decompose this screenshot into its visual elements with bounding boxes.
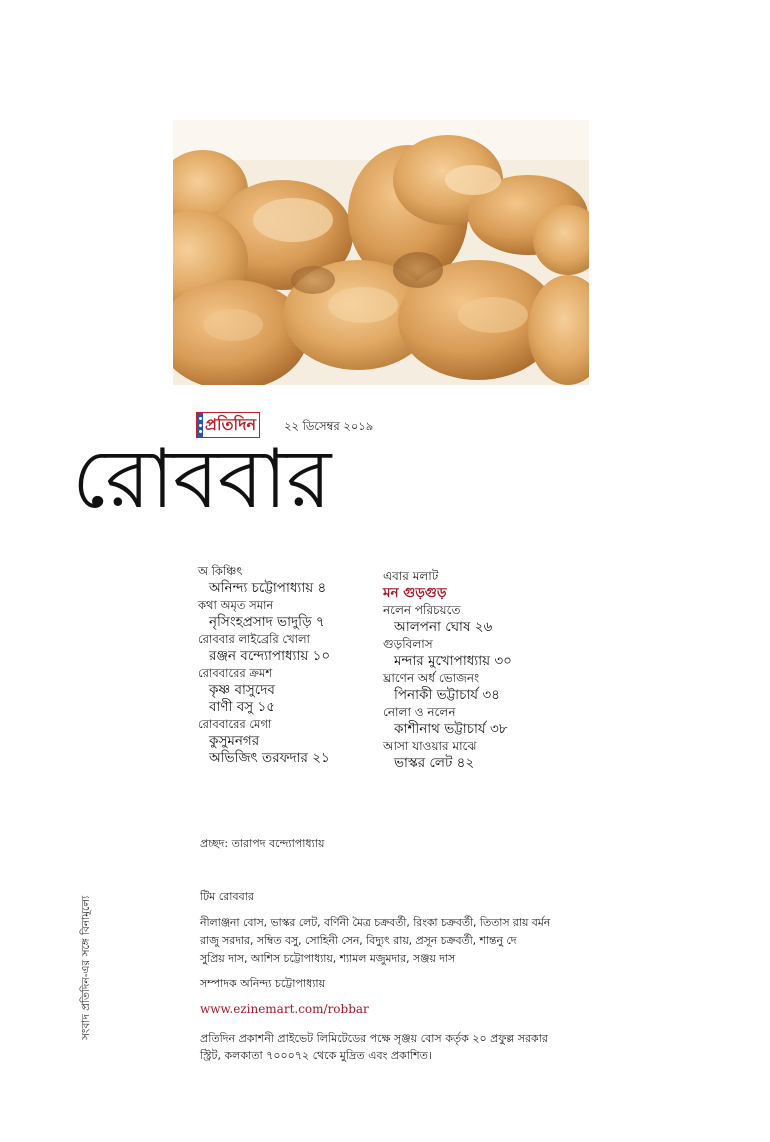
toc-section-label: নলেন পরিচয়তে	[383, 603, 461, 617]
toc-item[interactable]	[383, 738, 583, 772]
toc-item[interactable]	[198, 716, 398, 767]
logo-text: প্রতিদিন	[203, 414, 259, 436]
imprint-line: স্ট্রিট, কলকাতা ৭০০০৭২ থেকে মুদ্রিত এবং প্রকাশিত।	[200, 1049, 432, 1062]
toc-item[interactable]	[383, 704, 583, 738]
toc-author: পিনাকী ভট্টাচার্য ৩৪	[394, 687, 500, 703]
cover-section-label: এবার মলাট	[383, 569, 439, 583]
editor-credit: সম্পাদক অনিন্দ্য চট্টোপাধ্যায়	[200, 977, 326, 990]
toc-item[interactable]	[198, 563, 398, 597]
toc-left	[198, 563, 398, 767]
team-line: সুপ্রিয় দাস, আশিস চট্টোপাধ্যায়, শ্যামল মজুমদার, সঞ্জয় দাস	[200, 952, 456, 965]
toc-author: মন্দার মুখোপাধ্যায় ৩০	[394, 653, 512, 669]
toc-story-title: কৃষ্ণ বাসুদেব	[209, 682, 275, 698]
toc-section-label: রোববারের মেগা	[198, 717, 272, 731]
imprint	[200, 1030, 548, 1064]
magazine-title: রোববার	[72, 432, 331, 527]
cover-story-title[interactable]: মন গুড়গুড়	[383, 585, 447, 601]
toc-section-label: কথা অমৃত সমান	[198, 598, 274, 612]
free-supplement-note: সংবাদ প্রতিদিন-এর সঙ্গে বিনামূল্যে	[80, 895, 92, 1040]
cover-credit: প্রচ্ছদ: তারাপদ বন্দ্যোপাধ্যায়	[200, 837, 325, 850]
toc-story-title: কুসুমনগর	[209, 733, 260, 749]
team-line: রাজু সরদার, সম্বিত বসু, সোহিনী সেন, বিদ্যুৎ রায়, প্রসূন চক্রবর্তী, শান্তনু দে	[200, 934, 517, 947]
toc-item[interactable]	[383, 602, 583, 636]
toc-item[interactable]	[198, 597, 398, 631]
toc-author: নৃসিংহপ্রসাদ ভাদুড়ি ৭	[209, 614, 325, 630]
jaggery-illustration	[173, 120, 589, 385]
toc-item[interactable]	[198, 665, 398, 716]
team-line: নীলাঞ্জনা বোস, ভাস্কর লেট, বর্ণিনী মৈত্র চক্রবর্তী, রিংকা চক্রবর্তী, তিতাস রায় বর্মন	[200, 916, 551, 929]
toc-section-label: গুড়বিলাস	[383, 637, 433, 651]
toc-section-label: আসা যাওয়ার মাঝে	[383, 739, 477, 753]
toc-author: বাণী বসু ১৫	[209, 699, 275, 715]
website-link[interactable]: www.ezinemart.com/robbar	[200, 1002, 369, 1016]
toc-author: ভাস্কর লেট ৪২	[394, 755, 475, 771]
toc-author: কাশীনাথ ভট্টাচার্য ৩৮	[394, 721, 508, 737]
toc-author: রঞ্জন বন্দ্যোপাধ্যায় ১০	[209, 648, 331, 664]
team-title: টিম রোববার	[200, 890, 254, 903]
toc-section-label: ঘ্রাণেন অর্ধ ভোজনং	[383, 671, 480, 685]
toc-section-label: অ কিঞ্চিৎ	[198, 564, 243, 578]
toc-item[interactable]	[383, 636, 583, 670]
toc-author: অভিজিৎ তরফদার ২১	[209, 750, 330, 766]
toc-right	[383, 568, 583, 772]
toc-section-label: রোববারের ক্রমশ	[198, 666, 273, 680]
toc-item[interactable]	[198, 631, 398, 665]
team-members	[200, 914, 550, 968]
toc-section-label: নোলা ও নলেন	[383, 705, 456, 719]
toc-item[interactable]	[383, 670, 583, 704]
issue-date: ২২ ডিসেম্বর ২০১৯	[284, 419, 374, 433]
cover-photo-jaggery	[173, 120, 589, 385]
toc-author: অনিন্দ্য চট্টোপাধ্যায় ৪	[209, 580, 327, 596]
toc-section-label: রোববার লাইব্রেরি খোলা	[198, 632, 310, 646]
imprint-line: প্রতিদিন প্রকাশনী প্রাইভেট লিমিটেডের পক্ষে সৃঞ্জয় বোস কর্তৃক ২০ প্রফুল্ল সরকার	[200, 1032, 548, 1045]
toc-author: আলপনা ঘোষ ২৬	[394, 619, 493, 635]
